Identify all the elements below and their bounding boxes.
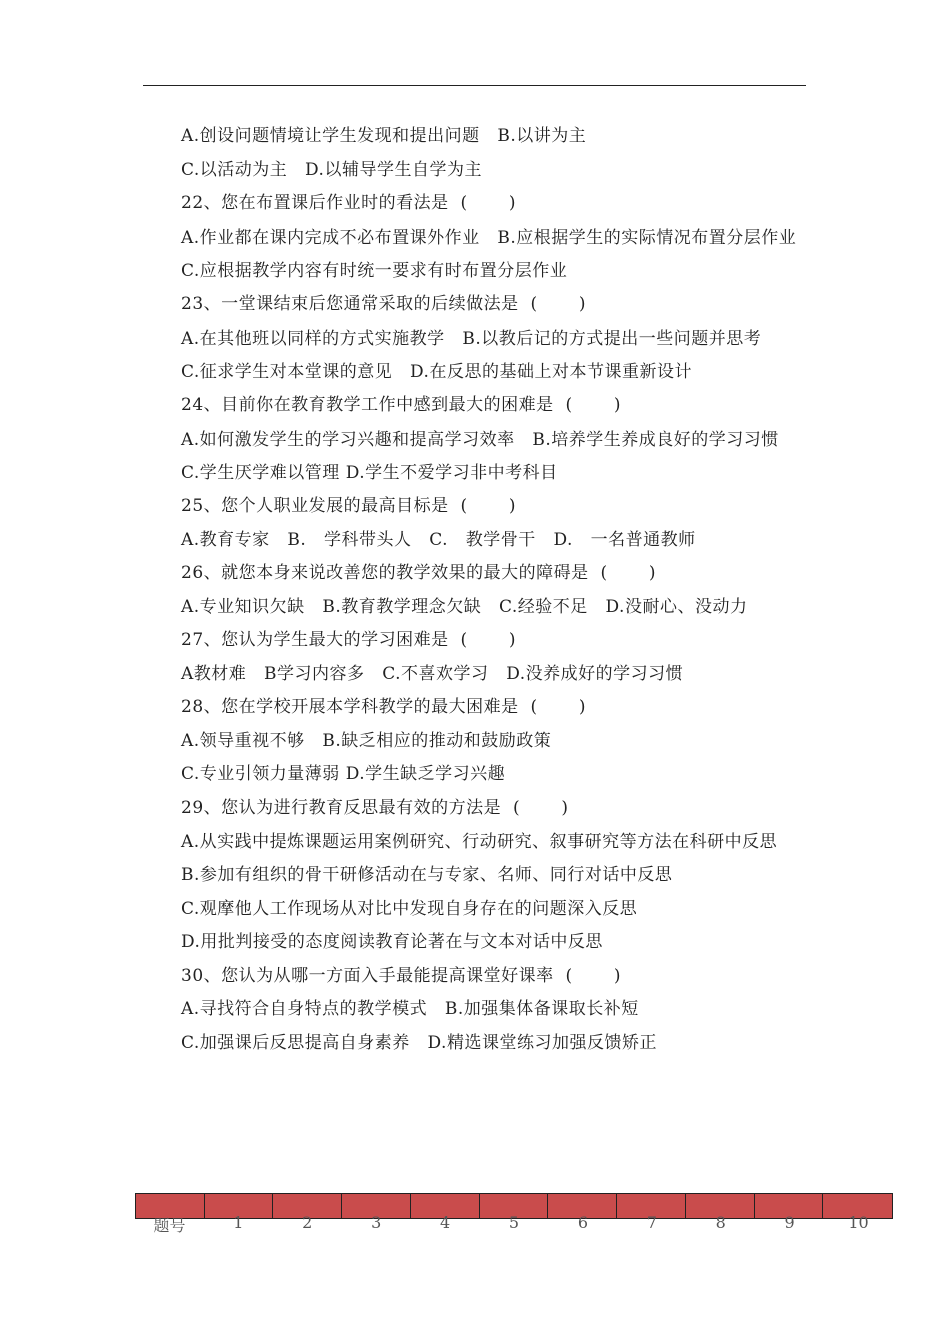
- question-number: 4: [439, 1213, 451, 1232]
- question-number: 1: [233, 1213, 244, 1232]
- option-line: C.加强课后反思提高自身素养 D.精选课堂练习加强反馈矫正: [181, 1032, 657, 1053]
- question-28: 28、您在学校开展本学科教学的最大困难是 ( ): [181, 697, 587, 717]
- question-number: 10: [848, 1213, 869, 1232]
- option-line: A.在其他班以同样的方式实施教学 B.以教后记的方式提出一些问题并思考: [181, 328, 762, 349]
- option-line: A.从实践中提炼课题运用案例研究、行动研究、叙事研究等方法在科研中反思: [181, 832, 778, 852]
- question-number: 6: [577, 1213, 588, 1232]
- option-line: A.教育专家 B. 学科带头人 C. 教学骨干 D. 一名普通教师: [181, 529, 696, 550]
- option-line: A.领导重视不够 B.缺乏相应的推动和鼓励政策: [181, 730, 552, 751]
- option-line: A.寻找符合自身特点的教学模式 B.加强集体备课取长补短: [181, 999, 639, 1019]
- question-29: 29、您认为进行教育反思最有效的方法是 ( ): [181, 797, 569, 818]
- question-22: 22、您在布置课后作业时的看法是 ( ): [181, 193, 517, 213]
- question-number: 8: [715, 1213, 726, 1232]
- option-line: C.征求学生对本堂课的意见 D.在反思的基础上对本节课重新设计: [181, 361, 692, 382]
- question-number: 3: [371, 1213, 382, 1232]
- question-30: 30、您认为从哪一方面入手最能提高课堂好课率 ( ): [181, 965, 622, 986]
- answer-table-header-label: 题号: [153, 1216, 186, 1235]
- question-26: 26、就您本身来说改善您的教学效果的最大的障碍是 ( ): [181, 563, 657, 583]
- option-line: A教材难 B学习内容多 C.不喜欢学习 D.没养成好的学习习惯: [181, 663, 684, 684]
- question-25: 25、您个人职业发展的最高目标是 ( ): [181, 496, 517, 516]
- option-line: A.专业知识欠缺 B.教育教学理念欠缺 C.经验不足 D.没耐心、没动力: [181, 596, 748, 617]
- question-23: 23、一堂课结束后您通常采取的后续做法是 ( ): [181, 294, 587, 314]
- option-line: C.观摩他人工作现场从对比中发现自身存在的问题深入反思: [181, 898, 638, 919]
- option-line: B.参加有组织的骨干研修活动在与专家、名师、同行对话中反思: [181, 865, 673, 885]
- answer-table-labels: [135, 1213, 893, 1236]
- question-24: 24、目前你在教育教学工作中感到最大的困难是 ( ): [181, 395, 622, 415]
- option-line: A.作业都在课内完成不必布置课外作业 B.应根据学生的实际情况布置分层作业: [181, 227, 797, 248]
- option-line: C.以活动为主 D.以辅导学生自学为主: [181, 159, 482, 180]
- question-number: 9: [784, 1213, 795, 1232]
- option-line: C.学生厌学难以管理 D.学生不爱学习非中考科目: [181, 462, 558, 483]
- question-27: 27、您认为学生最大的学习困难是 ( ): [181, 630, 517, 650]
- option-line: C.应根据教学内容有时统一要求有时布置分层作业: [181, 260, 568, 281]
- option-line: A.创设问题情境让学生发现和提出问题 B.以讲为主: [181, 126, 587, 146]
- option-line: A.如何激发学生的学习兴趣和提高学习效率 B.培养学生养成良好的学习习惯: [181, 429, 779, 450]
- option-line: C.专业引领力量薄弱 D.学生缺乏学习兴趣: [181, 764, 506, 784]
- question-number: 7: [646, 1213, 657, 1232]
- option-line: D.用批判接受的态度阅读教育论著在与文本对话中反思: [181, 932, 603, 952]
- header-rule: [143, 85, 806, 86]
- question-list: [143, 120, 806, 1060]
- question-number: 2: [302, 1213, 313, 1232]
- question-number: 5: [508, 1213, 520, 1232]
